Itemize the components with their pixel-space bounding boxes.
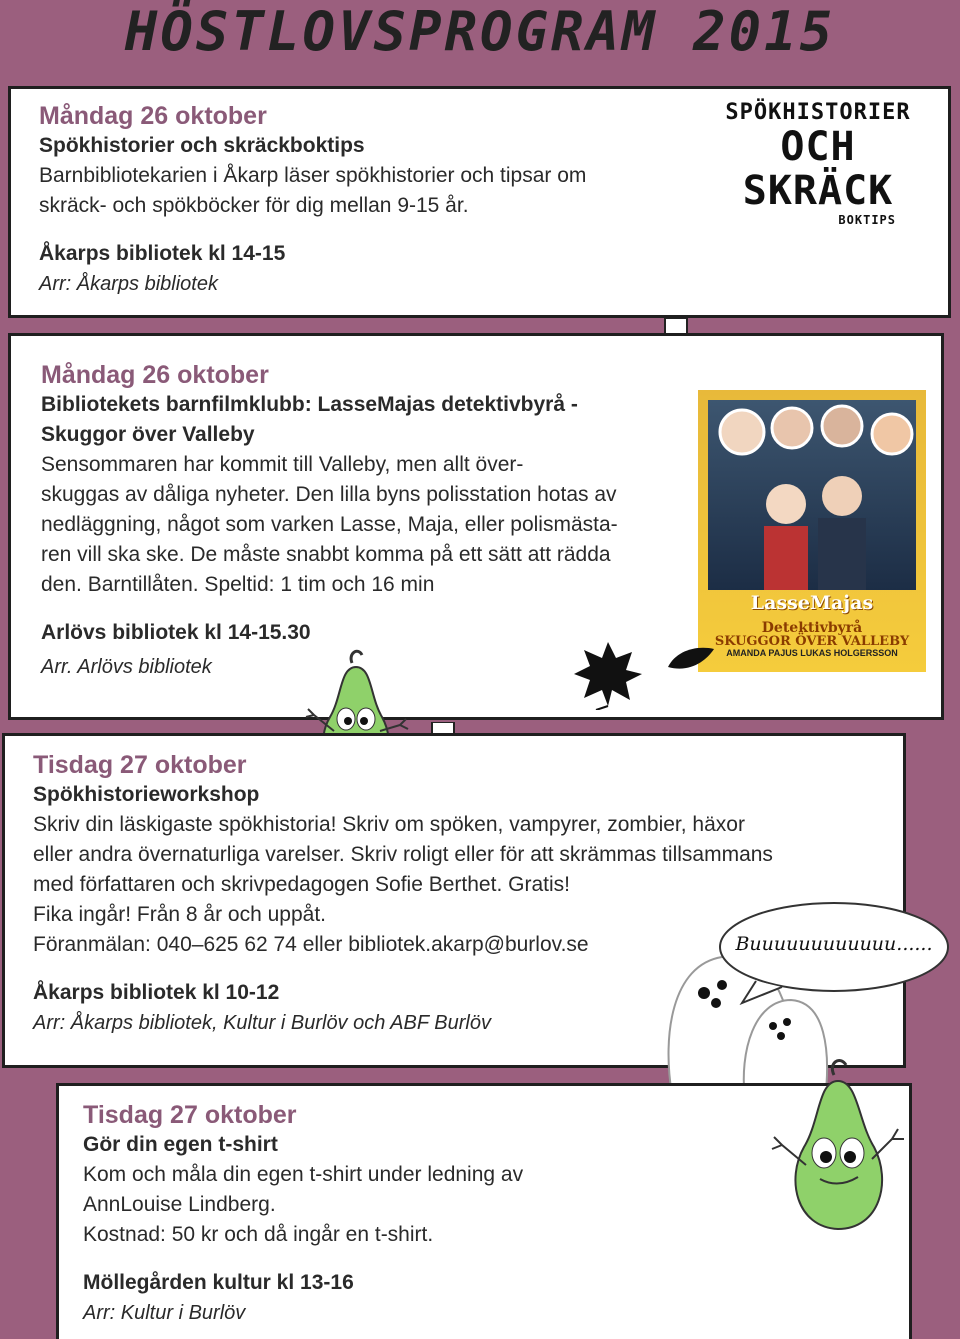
event-organizer: Arr: Åkarps bibliotek [39,273,218,295]
event-desc-line: Kom och måla din egen t-shirt under ledning av [83,1163,524,1186]
event-title: Spökhistorier och skräckboktips [39,134,365,157]
sticker-line: SPÖKHISTORIER [725,100,911,125]
event-desc-line: Kostnad: 50 kr och då ingår en t-shirt. [83,1223,434,1246]
event-desc-line: eller andra övernaturliga varelser. Skriv roligt eller för att skrämmas tillsammans [33,843,773,866]
poster-scene [708,400,916,590]
event-desc-line: skuggas av dåliga nyheter. Den lilla byns polisstation hotas av [41,483,617,506]
event-desc-line: skräck- och spökböcker för dig mellan 9-15 år. [39,194,469,217]
event-title: Bibliotekets barnfilmklubb: LasseMajas detektivbyrå - [41,393,578,416]
event-desc-line: Barnbibliotekarien i Åkarp läser spökhistorier och tipsar om [39,164,587,187]
event-title: Gör din egen t-shirt [83,1133,278,1156]
sticker-line: SKRÄCK [742,168,894,214]
speech-bubble [716,895,952,995]
event-location: Arlövs bibliotek kl 14-15.30 [41,621,311,644]
event-desc-line: ren vill ska ske. De måste snabbt komma på ett sätt att rädda [41,543,611,566]
event-organizer: Arr. Arlövs bibliotek [41,656,212,678]
speech-text: Buuuuuuuuuuuu...... [735,933,933,955]
event-desc-line: nedläggning, något som varken Lasse, Maja, eller polismästa- [41,513,618,536]
event-desc-line: med författaren och skrivpedagogen Sofie Berthet. Gratis! [33,873,570,896]
sticker-line: OCH [780,124,856,170]
event-desc-line: Sensommaren har kommit till Valleby, men allt över- [41,453,524,476]
event-title: Spökhistorieworkshop [33,783,260,806]
leaf-icon [572,638,644,710]
pear-character-icon [762,1055,912,1245]
event-desc-line: Fika ingår! Från 8 år och uppåt. [33,903,326,926]
event-desc-line: Föranmälan: 040–625 62 74 eller bibliotek.akarp@burlov.se [33,933,589,956]
poster-tagline: SKUGGOR ÖVER VALLEBY [714,634,910,649]
event-desc-line: AnnLouise Lindberg. [83,1193,276,1216]
event-organizer: Arr: Åkarps bibliotek, Kultur i Burlöv och ABF Burlöv [33,1012,491,1034]
event-location: Åkarps bibliotek kl 14-15 [39,242,286,265]
event-location: Åkarps bibliotek kl 10-12 [33,981,280,1004]
event-location: Möllegården kultur kl 13-16 [83,1271,354,1294]
poster-characters-icon [708,400,916,590]
event-day: Tisdag 27 oktober [33,751,247,779]
leaf-icon [666,645,716,675]
poster-subtitle: Detektivbyrå [761,620,863,636]
poster-cast: AMANDA PAJUS LUKAS HOLGERSSON [726,648,898,658]
event-day: Måndag 26 oktober [39,102,267,130]
page-title: HÖSTLOVSPROGRAM 2015 [124,0,836,63]
event-day: Tisdag 27 oktober [83,1101,297,1129]
poster-title: LasseMajas [750,592,874,614]
event-organizer: Arr: Kultur i Burlöv [83,1302,246,1324]
movie-poster [698,390,926,672]
event-desc-line: den. Barntillåten. Speltid: 1 tim och 16 min [41,573,435,596]
spokhistorier-sticker [712,100,924,227]
event-desc-line: Skriv din läskigaste spökhistoria! Skriv om spöken, vampyrer, zombier, häxor [33,813,745,836]
event-day: Måndag 26 oktober [41,361,269,389]
event-title: Skuggor över Valleby [41,423,255,446]
sticker-line: BOKTIPS [838,213,896,227]
